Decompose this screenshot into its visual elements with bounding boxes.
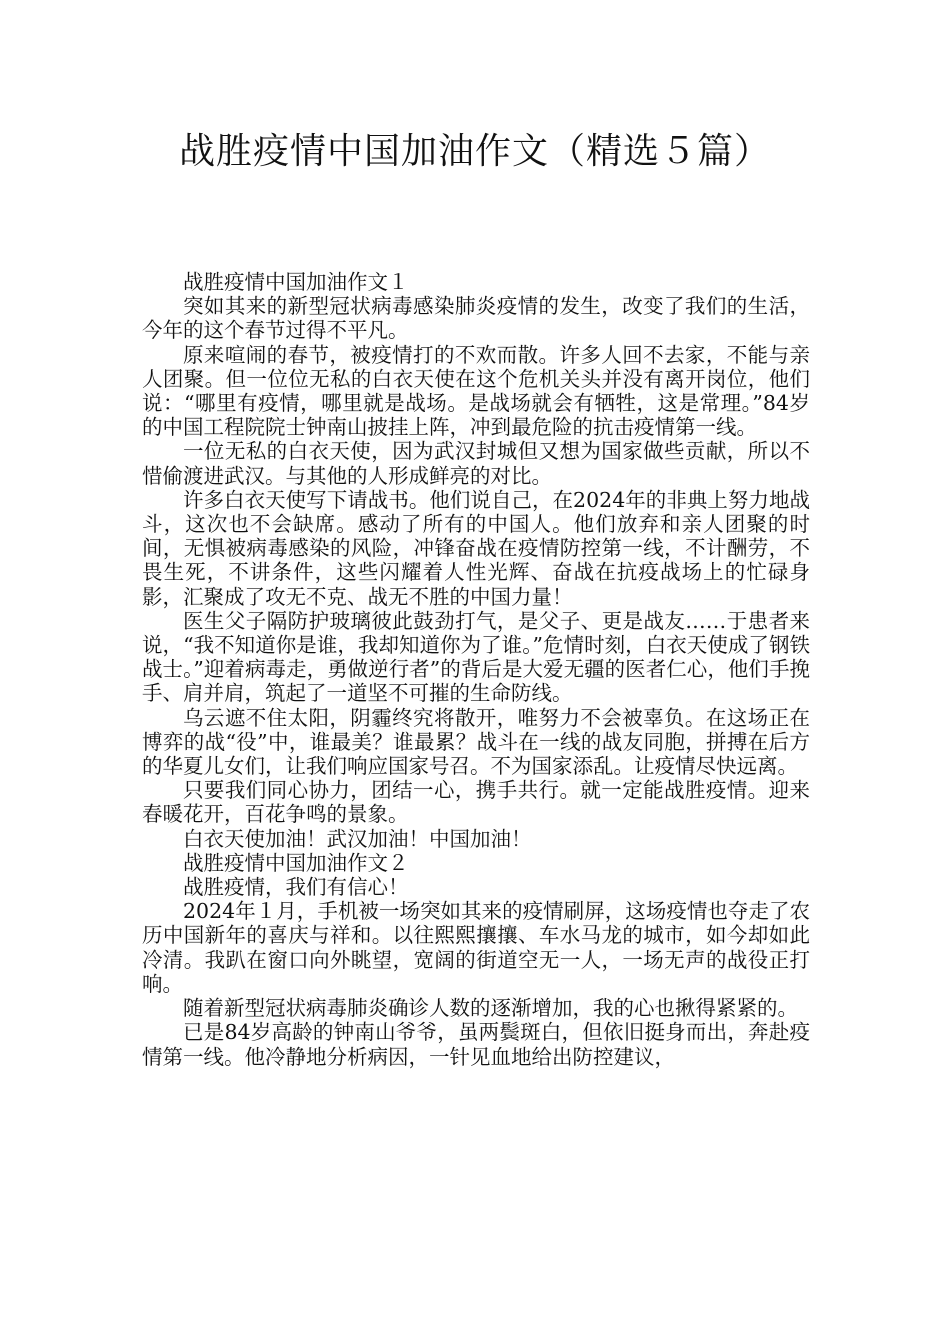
paragraph: 突如其来的新型冠状病毒感染肺炎疫情的发生，改变了我们的生活，今年的这个春节过得不平凡。: [142, 294, 810, 343]
section-heading-1: 战胜疫情中国加油作文１: [183, 270, 409, 294]
paragraph: 战胜疫情，我们有信心！: [183, 875, 409, 900]
document-title: 战胜疫情中国加油作文（精选５篇）: [178, 131, 771, 172]
document-body: [142, 270, 810, 1069]
paragraph: 原来喧闹的春节，被疫情打的不欢而散。许多人回不去家，不能与亲人团聚。但一位位无私的白衣天使在这个危机关头并没有离开岗位，他们说：“哪里有疫情，哪里就是战场。是战场就会有牺牲，这是常理。”84岁的中国工程院院士钟南山披挂上阵，冲到最危险的抗击疫情第一线。: [142, 342, 810, 440]
paragraph: 只要我们同心协力，团结一心，携手共行。就一定能战胜疫情。迎来春暖花开，百花争鸣的景象。: [142, 778, 810, 827]
paragraph: 白衣天使加油！武汉加油！中国加油！: [183, 826, 532, 851]
paragraph: 许多白衣天使写下请战书。他们说自己，在2024年的非典上努力地战斗，这次也不会缺席。感动了所有的中国人。他们放弃和亲人团聚的时间，无惧被病毒感染的风险，冲锋奋战在疫情防控第一线，不计酬劳，不畏生死，不讲条件，这些闪耀着人性光辉、奋战在抗疫战场上的忙碌身影，汇聚成了攻无不克、战无不胜的中国力量！: [142, 487, 810, 609]
paragraph: 一位无私的白衣天使，因为武汉封城但又想为国家做些贡献，所以不惜偷渡进武汉。与其他的人形成鲜亮的对比。: [142, 439, 810, 488]
paragraph: 随着新型冠状病毒肺炎确诊人数的逐渐增加，我的心也揪得紧紧的。: [183, 996, 798, 1021]
paragraph: 2024年１月，手机被一场突如其来的疫情刷屏，这场疫情也夺走了农历中国新年的喜庆与祥和。以往熙熙攘攘、车水马龙的城市，如今却如此冷清。我趴在窗口向外眺望，宽阔的街道空无一人，一场无声的战役正打响。: [142, 899, 810, 996]
section-heading-2: 战胜疫情中国加油作文２: [183, 850, 409, 875]
paragraph: 医生父子隔防护玻璃彼此鼓劲打气，是父子、更是战友……于患者来说，“我不知道你是谁，我却知道你为了谁。”危情时刻，白衣天使成了钢铁战士。”迎着病毒走，勇做逆行者”的背后是大爱无疆的医者仁心，他们手挽手、肩并肩，筑起了一道坚不可摧的生命防线。: [142, 608, 810, 706]
paragraph: 乌云遮不住太阳，阴霾终究将散开，唯努力不会被辜负。在这场正在博弈的战“役”中，谁最美？谁最累？战斗在一线的战友同胞，拼搏在后方的华夏儿女们，让我们响应国家号召。不为国家添乱。让疫情尽快远离。: [142, 705, 810, 779]
paragraph: 已是84岁高龄的钟南山爷爷，虽两鬓斑白，但依旧挺身而出，奔赴疫情第一线。他冷静地分析病因，一针见血地给出防控建议，: [142, 1020, 810, 1069]
